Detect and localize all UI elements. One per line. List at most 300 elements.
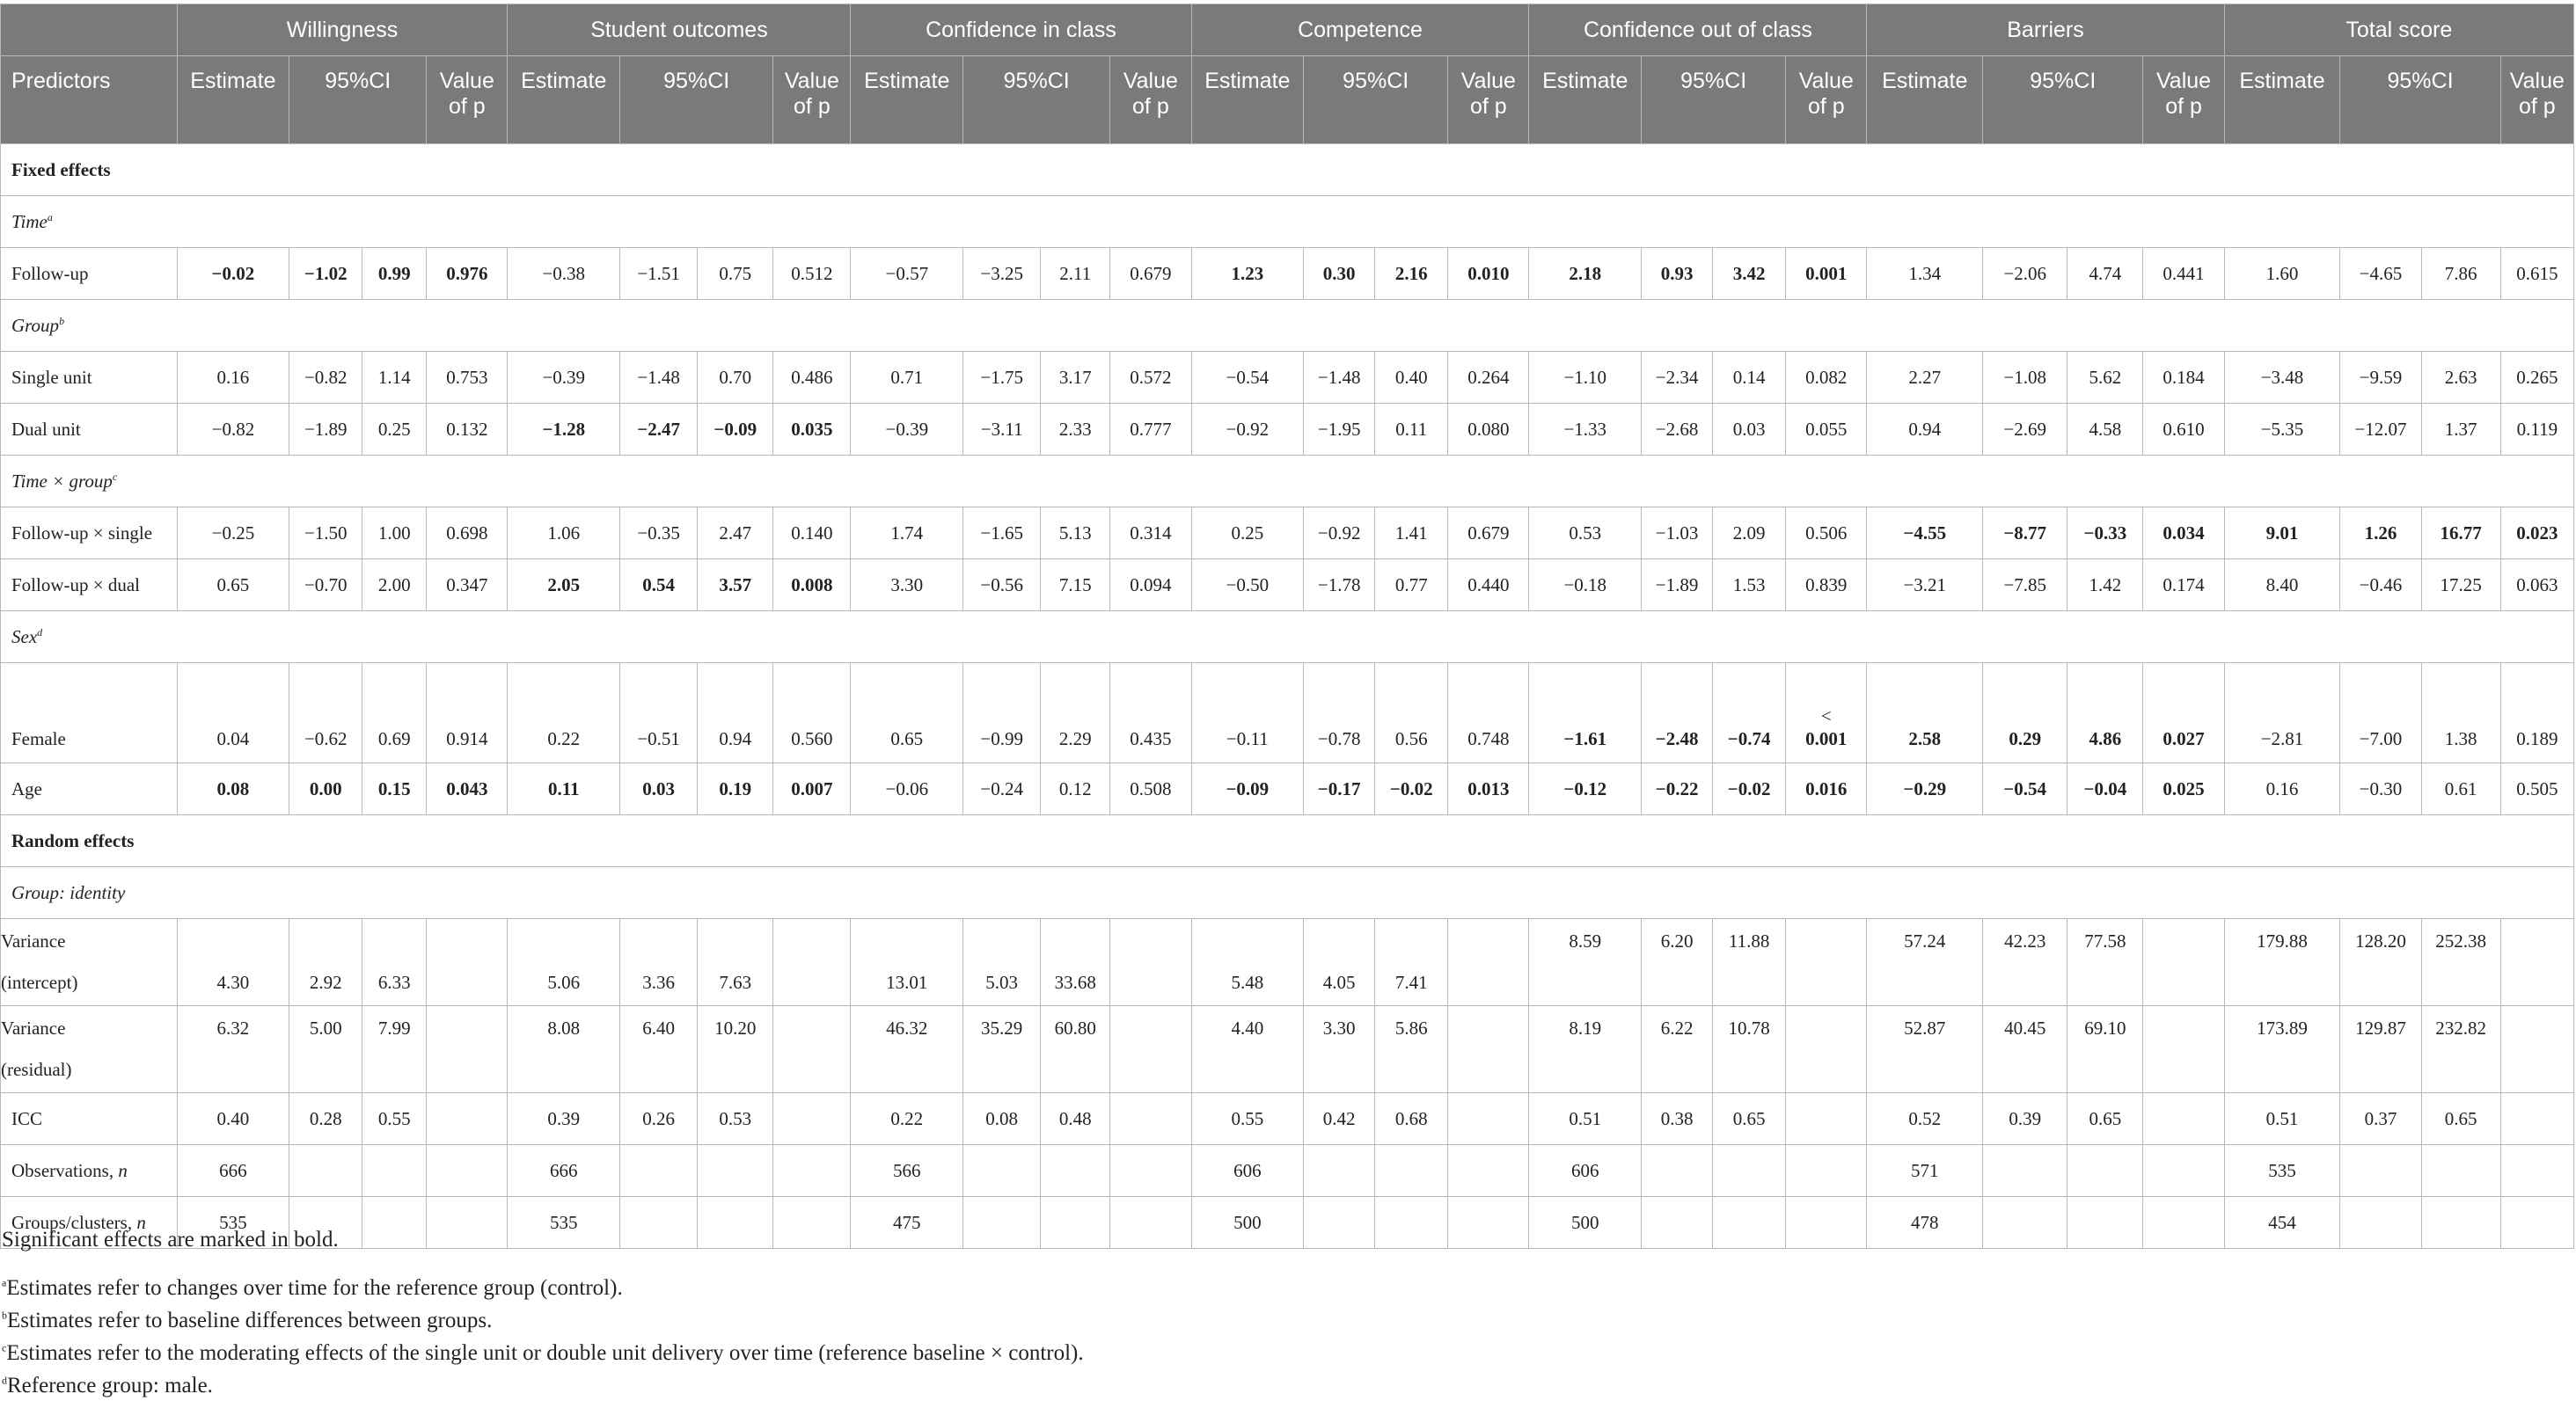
table-cell (1642, 1006, 1713, 1093)
table-cell: 0.010 (1448, 248, 1529, 300)
table-cell (2421, 1145, 2500, 1197)
table-cell: 1.26 (2340, 507, 2421, 559)
table-cell (2067, 919, 2143, 1006)
cell-line-top: 57.24 (1904, 930, 1946, 952)
cell-line-top: 8.59 (1569, 930, 1602, 952)
table-cell (963, 1006, 1041, 1093)
header-ci: 95%CI (963, 56, 1110, 144)
header-p-line1: Value (1798, 69, 1854, 93)
table-cell: 0.023 (2500, 507, 2573, 559)
row-label-text: Groups/clusters, (11, 1211, 137, 1233)
table-cell (963, 1145, 1041, 1197)
table-cell: 666 (177, 1145, 289, 1197)
section-label (1, 300, 2574, 352)
row-label (1, 404, 178, 456)
cell-line-bottom: 4.30 (216, 972, 250, 993)
table-cell (698, 1006, 773, 1093)
table-cell: 5.62 (2067, 352, 2143, 404)
footnote-marker: b (59, 314, 65, 327)
table-cell: 500 (1191, 1197, 1304, 1249)
header-corner (1, 4, 178, 56)
table-cell: 0.70 (698, 352, 773, 404)
table-cell: −1.02 (289, 248, 362, 300)
table-cell: 0.055 (1786, 404, 1867, 456)
table-body (1, 144, 2574, 1249)
table-cell: 478 (1867, 1197, 1983, 1249)
table-cell: 0.65 (851, 663, 963, 763)
section-time (1, 196, 2574, 248)
table-cell: 0.69 (362, 663, 427, 763)
footnote-text: Estimates refer to baseline differences between groups. (7, 1309, 493, 1332)
table-cell: −3.11 (963, 404, 1041, 456)
footnote-marker: a (2, 1276, 7, 1289)
table-cell (1867, 1006, 1983, 1093)
table-row (1, 248, 2574, 300)
cell-line-bottom: 13.01 (886, 972, 928, 993)
table-cell (1448, 1197, 1529, 1249)
table-cell: 3.57 (698, 559, 773, 611)
table-cell (1375, 1197, 1448, 1249)
table-cell: 666 (508, 1145, 620, 1197)
table-cell (1529, 1006, 1642, 1093)
table-cell (1786, 1093, 1867, 1145)
row-label-text: Age (11, 777, 42, 799)
table-cell (851, 1006, 963, 1093)
cell-line-top: 232.82 (2435, 1018, 2486, 1039)
header-group-confidence-out-of-class: Confidence out of class (1529, 4, 1867, 56)
header-p-value (2500, 56, 2573, 144)
row-label-text: Follow-up × single (11, 522, 153, 544)
header-sub-row (1, 56, 2574, 144)
table-cell: 0.441 (2143, 248, 2224, 300)
table-cell (1529, 919, 1642, 1006)
table-cell (2500, 919, 2573, 1006)
header-ci: 95%CI (2340, 56, 2500, 144)
header-p-line2: of p (448, 94, 486, 119)
table-cell (1642, 919, 1713, 1006)
table-row (1, 1006, 2574, 1093)
cell-line-bottom: 7.41 (1394, 972, 1428, 993)
table-cell: −3.48 (2224, 352, 2340, 404)
table-cell: −1.51 (620, 248, 698, 300)
header-p-value (1110, 56, 1191, 144)
table-cell (1448, 1006, 1529, 1093)
table-cell (1191, 1006, 1304, 1093)
table-cell: 0.65 (1713, 1093, 1786, 1145)
table-cell: 0.00 (289, 763, 362, 815)
header-p-value (773, 56, 851, 144)
section-fixed-effects (1, 144, 2574, 196)
table-cell (2067, 1197, 2143, 1249)
table-cell (1110, 919, 1191, 1006)
table-cell: 1.74 (851, 507, 963, 559)
table-cell: −0.29 (1867, 763, 1983, 815)
table-cell (620, 1006, 698, 1093)
table-cell (1713, 1145, 1786, 1197)
row-label (1, 663, 178, 763)
table-cell: 0.61 (2421, 763, 2500, 815)
header-estimate: Estimate (177, 56, 289, 144)
table-cell: 0.22 (851, 1093, 963, 1145)
row-label (1, 1145, 178, 1197)
table-cell: −1.78 (1304, 559, 1375, 611)
table-cell: −0.92 (1191, 404, 1304, 456)
table-cell (1786, 1006, 1867, 1093)
table-cell: 0.77 (1375, 559, 1448, 611)
table-cell: −0.92 (1304, 507, 1375, 559)
table-cell: 3.17 (1041, 352, 1110, 404)
table-cell: 0.082 (1786, 352, 1867, 404)
table-cell: −1.48 (1304, 352, 1375, 404)
row-label-line2: (residual) (1, 1059, 72, 1080)
table-cell: 0.04 (177, 663, 289, 763)
table-cell: 0.08 (177, 763, 289, 815)
table-cell: 0.505 (2500, 763, 2573, 815)
table-cell: −1.89 (1642, 559, 1713, 611)
header-p-line1: Value (2155, 69, 2212, 93)
cell-line-top: 252.38 (2435, 930, 2486, 952)
header-estimate: Estimate (1529, 56, 1642, 144)
header-p-value (1448, 56, 1529, 144)
table-cell: 0.508 (1110, 763, 1191, 815)
header-group-student-outcomes: Student outcomes (508, 4, 851, 56)
table-cell (1786, 663, 1867, 763)
table-cell: 0.08 (963, 1093, 1041, 1145)
row-label (1, 559, 178, 611)
table-cell: 0.976 (427, 248, 508, 300)
table-cell (1713, 1006, 1786, 1093)
table-cell: −0.04 (2067, 763, 2143, 815)
table-cell (2340, 1006, 2421, 1093)
table-cell: 0.914 (427, 663, 508, 763)
table-cell (773, 1093, 851, 1145)
cell-line-top: 4.40 (1231, 1018, 1264, 1039)
table-cell: 0.55 (1191, 1093, 1304, 1145)
table-cell (1448, 1093, 1529, 1145)
table-cell: 0.506 (1786, 507, 1867, 559)
table-cell: 0.71 (851, 352, 963, 404)
table-cell: 0.560 (773, 663, 851, 763)
table-cell (1041, 1145, 1110, 1197)
table-cell: 1.06 (508, 507, 620, 559)
cell-line-top: 6.32 (216, 1018, 250, 1039)
table-cell: 0.140 (773, 507, 851, 559)
table-cell: 2.58 (1867, 663, 1983, 763)
table-cell: 0.265 (2500, 352, 2573, 404)
table-cell (508, 919, 620, 1006)
row-label-text: ICC (11, 1107, 43, 1129)
table-cell (508, 1006, 620, 1093)
table-cell: 0.610 (2143, 404, 2224, 456)
table-cell: 1.38 (2421, 663, 2500, 763)
cell-line-top: 11.88 (1728, 930, 1770, 952)
table-cell: 0.043 (427, 763, 508, 815)
table-cell: 0.189 (2500, 663, 2573, 763)
table-cell (1110, 1197, 1191, 1249)
table-cell: 0.753 (427, 352, 508, 404)
table-cell (177, 919, 289, 1006)
cell-line-top: 77.58 (2084, 930, 2126, 952)
table-cell (1304, 1197, 1375, 1249)
table-cell: 0.16 (177, 352, 289, 404)
table-cell: 0.11 (508, 763, 620, 815)
table-cell: 0.698 (427, 507, 508, 559)
table-cell: 1.41 (1375, 507, 1448, 559)
header-group-competence: Competence (1191, 4, 1529, 56)
table-cell (2340, 1145, 2421, 1197)
table-cell: −1.75 (963, 352, 1041, 404)
header-estimate: Estimate (851, 56, 963, 144)
table-cell: 17.25 (2421, 559, 2500, 611)
cell-line-bottom: 5.48 (1231, 972, 1264, 993)
table-cell (1110, 1006, 1191, 1093)
table-cell: 0.51 (2224, 1093, 2340, 1145)
table-cell: −0.99 (963, 663, 1041, 763)
header-estimate: Estimate (1191, 56, 1304, 144)
table-cell: 0.28 (289, 1093, 362, 1145)
table-cell: −2.68 (1642, 404, 1713, 456)
table-cell (1304, 1006, 1375, 1093)
table-cell (2421, 1197, 2500, 1249)
section-label-text: Group (11, 314, 60, 336)
table-cell: 0.54 (620, 559, 698, 611)
table-cell (1642, 1145, 1713, 1197)
table-cell: 0.03 (620, 763, 698, 815)
table-cell: 2.11 (1041, 248, 1110, 300)
table-cell: 2.18 (1529, 248, 1642, 300)
table-row (1, 352, 2574, 404)
table-cell: −0.09 (698, 404, 773, 456)
table-cell: 0.11 (1375, 404, 1448, 456)
table-cell: −0.39 (851, 404, 963, 456)
table-cell (2500, 1197, 2573, 1249)
table-cell: −1.89 (289, 404, 362, 456)
row-label-text: Follow-up (11, 262, 89, 284)
table-cell: 3.42 (1713, 248, 1786, 300)
table-cell: 0.013 (1448, 763, 1529, 815)
table-cell: −0.54 (1191, 352, 1304, 404)
row-label-text: Dual unit (11, 418, 81, 440)
cell-line-bottom: 4.05 (1322, 972, 1356, 993)
cell-line-top: 5.00 (309, 1018, 342, 1039)
table-row (1, 559, 2574, 611)
table-cell: −0.35 (620, 507, 698, 559)
header-p-line2: of p (1132, 94, 1169, 119)
table-cell: 1.60 (2224, 248, 2340, 300)
header-p-line1: Value (2509, 69, 2565, 93)
table-cell (1867, 919, 1983, 1006)
cell-line-top: 6.22 (1660, 1018, 1694, 1039)
table-cell: 0.42 (1304, 1093, 1375, 1145)
table-cell: −0.22 (1642, 763, 1713, 815)
cell-line-top: 10.78 (1728, 1018, 1770, 1039)
table-cell: 2.63 (2421, 352, 2500, 404)
less-than-mark: < (1820, 705, 1832, 726)
significance-note: Significant effects are marked in bold. (2, 1228, 339, 1252)
table-cell: −0.62 (289, 663, 362, 763)
table-cell: 0.486 (773, 352, 851, 404)
cell-line-top: 10.20 (714, 1018, 757, 1039)
table-cell: −8.77 (1983, 507, 2067, 559)
header-p-value (1786, 56, 1867, 144)
table-cell: 0.440 (1448, 559, 1529, 611)
cell-line-top: 60.80 (1054, 1018, 1096, 1039)
header-estimate: Estimate (1867, 56, 1983, 144)
footnote-text: Estimates refer to the moderating effects of the single unit or double unit delivery over time (reference baseline × control). (6, 1341, 1084, 1365)
cell-line-top: 3.30 (1322, 1018, 1356, 1039)
cell-line-top: 129.87 (2355, 1018, 2406, 1039)
header-p-line2: of p (794, 94, 831, 119)
table-cell (1713, 919, 1786, 1006)
table-cell: −4.55 (1867, 507, 1983, 559)
table-footnotes (2, 1228, 1084, 1402)
table-cell: 475 (851, 1197, 963, 1249)
table-cell (289, 1006, 362, 1093)
footnote-c (2, 1337, 1084, 1369)
table-cell: 0.37 (2340, 1093, 2421, 1145)
table-cell: 0.40 (1375, 352, 1448, 404)
table-cell: 0.679 (1110, 248, 1191, 300)
table-cell: −3.21 (1867, 559, 1983, 611)
header-group-total-score: Total score (2224, 4, 2573, 56)
table-cell: −0.51 (620, 663, 698, 763)
row-label (1, 1006, 178, 1093)
table-cell: 1.23 (1191, 248, 1304, 300)
table-cell: 2.16 (1375, 248, 1448, 300)
results-table-container (0, 4, 2576, 1249)
table-cell: 0.615 (2500, 248, 2573, 300)
header-group-confidence-in-class: Confidence in class (851, 4, 1191, 56)
section-random-effects (1, 815, 2574, 867)
table-cell (177, 1006, 289, 1093)
table-cell: 0.19 (698, 763, 773, 815)
table-cell: 4.86 (2067, 663, 2143, 763)
cell-line-bottom: 5.03 (985, 972, 1019, 993)
table-cell: −0.46 (2340, 559, 2421, 611)
table-cell: −3.25 (963, 248, 1041, 300)
table-cell: 0.65 (177, 559, 289, 611)
table-cell (2143, 1145, 2224, 1197)
table-cell: 0.22 (508, 663, 620, 763)
table-cell: 535 (2224, 1145, 2340, 1197)
table-cell: 0.034 (2143, 507, 2224, 559)
table-cell: 0.68 (1375, 1093, 1448, 1145)
row-label-text: Female (11, 728, 66, 749)
table-cell: −2.69 (1983, 404, 2067, 456)
table-cell: 566 (851, 1145, 963, 1197)
section-label (1, 611, 2574, 663)
table-cell: −1.10 (1529, 352, 1642, 404)
table-cell: 0.39 (508, 1093, 620, 1145)
table-cell (698, 919, 773, 1006)
table-cell: 0.027 (2143, 663, 2224, 763)
table-cell (698, 1145, 773, 1197)
header-p-line1: Value (1460, 69, 1516, 93)
footnote-text: Reference group: male. (7, 1374, 213, 1397)
table-cell: 0.93 (1642, 248, 1713, 300)
table-cell (1375, 919, 1448, 1006)
footnote-b (2, 1304, 1084, 1337)
footnote-marker: d (37, 625, 43, 639)
table-cell: −0.12 (1529, 763, 1642, 815)
row-label-text: Observations, (11, 1159, 119, 1181)
footnote-marker: c (2, 1341, 7, 1354)
table-cell: 1.42 (2067, 559, 2143, 611)
table-cell: −0.11 (1191, 663, 1304, 763)
table-row (1, 1093, 2574, 1145)
header-p-line2: of p (2518, 94, 2556, 119)
table-cell: −1.48 (620, 352, 698, 404)
table-cell: −0.02 (1713, 763, 1786, 815)
table-cell: 0.184 (2143, 352, 2224, 404)
table-cell (620, 1145, 698, 1197)
table-cell: 0.839 (1786, 559, 1867, 611)
table-cell: −0.30 (2340, 763, 2421, 815)
section-label (1, 456, 2574, 507)
table-cell (1448, 919, 1529, 1006)
footnote-marker: d (2, 1374, 7, 1387)
table-cell: 0.25 (362, 404, 427, 456)
table-cell: 0.119 (2500, 404, 2573, 456)
header-p-line2: of p (2165, 94, 2202, 119)
table-cell: 0.132 (427, 404, 508, 456)
cell-line-top: 6.40 (642, 1018, 675, 1039)
table-cell: 0.063 (2500, 559, 2573, 611)
header-ci: 95%CI (620, 56, 773, 144)
table-cell: −1.95 (1304, 404, 1375, 456)
table-cell: 0.007 (773, 763, 851, 815)
section-label-text: Time (11, 210, 48, 232)
table-cell (1786, 1197, 1867, 1249)
cell-line-top: 52.87 (1904, 1018, 1946, 1039)
table-cell: 454 (2224, 1197, 2340, 1249)
table-cell (773, 1145, 851, 1197)
cell-line-top: 5.86 (1394, 1018, 1428, 1039)
regression-results-table (0, 4, 2574, 1249)
header-p-line1: Value (1123, 69, 1178, 93)
table-cell: 1.53 (1713, 559, 1786, 611)
table-cell: 1.14 (362, 352, 427, 404)
table-cell (1713, 1197, 1786, 1249)
table-cell: 0.75 (698, 248, 773, 300)
table-cell (620, 919, 698, 1006)
table-cell: 0.40 (177, 1093, 289, 1145)
table-cell: 535 (177, 1197, 289, 1249)
row-label (1, 248, 178, 300)
table-cell: 8.40 (2224, 559, 2340, 611)
footnote-marker: c (112, 470, 118, 483)
table-cell: 0.55 (362, 1093, 427, 1145)
section-label (1, 196, 2574, 248)
cell-line-top: 173.89 (2257, 1018, 2308, 1039)
table-cell: 0.48 (1041, 1093, 1110, 1145)
table-cell: 1.00 (362, 507, 427, 559)
table-cell (1041, 1006, 1110, 1093)
row-label-n: n (118, 1159, 128, 1181)
row-label-line1: Variance (1, 1018, 66, 1039)
table-cell (2340, 919, 2421, 1006)
table-cell: 0.14 (1713, 352, 1786, 404)
table-cell: 0.15 (362, 763, 427, 815)
table-cell: −0.25 (177, 507, 289, 559)
table-cell: 0.53 (698, 1093, 773, 1145)
section-time-group (1, 456, 2574, 507)
header-group-barriers: Barriers (1867, 4, 2224, 56)
table-cell: −0.38 (508, 248, 620, 300)
table-cell: −0.70 (289, 559, 362, 611)
table-cell: 0.572 (1110, 352, 1191, 404)
table-cell (1983, 919, 2067, 1006)
